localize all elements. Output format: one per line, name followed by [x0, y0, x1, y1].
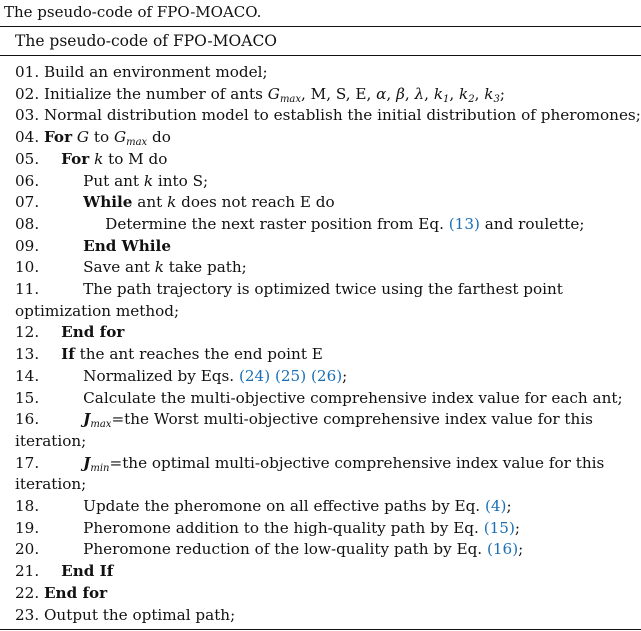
- line-17: 17. $J_{min}=the$ optimal multi-objective comprehensive index value for this iteration;: [15, 453, 605, 494]
- line-13: 13. If the ant reaches the end point E: [15, 345, 323, 364]
- line-23: 23. Output the optimal path;: [15, 605, 236, 624]
- eq-ref-15[interactable]: (15): [483, 518, 515, 537]
- pseudocode-body: [0, 56, 641, 629]
- eq-ref-24[interactable]: (24): [238, 366, 271, 385]
- line-15: 15. Calculate the multi-objective comprehensive index value for each ant;: [15, 388, 623, 407]
- line-16: 16. $J_{max}=the$ Worst multi-objective comprehensive index value for this iteration;: [15, 410, 593, 450]
- line-02: 02. Initialize the number of ants $G_{max}$, M, S, E, α, β, λ, $k_1$, $k_2$, $k_3$;: [15, 84, 505, 105]
- line-20: 20. Pheromone reduction of the low-quality path by Eq. (16);: [15, 540, 524, 559]
- table-header: The pseudo-code of FPO-MOACO: [15, 32, 278, 50]
- line-14: 14. Normalized by Eqs. (24) (25) (26);: [15, 366, 348, 385]
- line-03: 03. Normal distribution model to establish the initial distribution of pheromones;: [15, 106, 641, 125]
- line-04: 04. For G to $G_{max}$ do: [15, 128, 171, 149]
- line-10: 10. Save ant k take path;: [15, 258, 247, 277]
- eq-ref-13[interactable]: (13): [448, 214, 480, 233]
- line-18: 18. Update the pheromone on all effective paths by Eq. (4);: [15, 497, 512, 516]
- line-09: 09. End While: [15, 236, 171, 255]
- line-01: 01. Build an environment model;: [15, 63, 268, 81]
- line-22: 22. End for: [15, 583, 108, 602]
- line-19: 19. Pheromone addition to the high-quality path by Eq. (15);: [15, 518, 520, 537]
- line-06: 06. Put ant k into S;: [15, 171, 209, 190]
- line-07: 07. While ant k does not reach E do: [15, 193, 335, 212]
- eq-ref-16[interactable]: (16): [486, 540, 519, 559]
- line-11: 11. The path trajectory is optimized twice using the farthest point optimization method;: [15, 280, 563, 320]
- line-21: 21. End If: [15, 562, 114, 581]
- line-08: 08. Determine the next raster position from Eq. (13) and roulette;: [15, 214, 585, 233]
- eq-ref-4[interactable]: (4): [484, 497, 507, 516]
- line-05: 05. For k to M do: [15, 149, 168, 168]
- line-12: 12. End for: [15, 323, 125, 342]
- eq-ref-25[interactable]: (25): [274, 366, 307, 385]
- eq-ref-26[interactable]: (26): [310, 366, 343, 385]
- pseudocode-table: [0, 26, 641, 630]
- bottom-rule: [0, 629, 641, 630]
- table-caption: The pseudo-code of FPO-MOACO.: [4, 3, 262, 21]
